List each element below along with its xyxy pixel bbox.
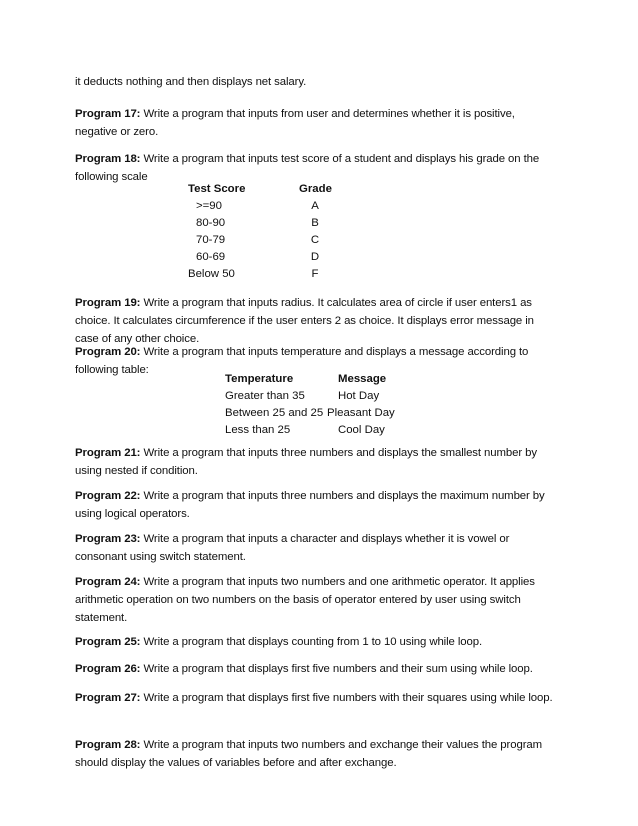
temp-range: Between 25 and 25 <box>225 407 324 419</box>
grade-header-score: Test Score <box>188 183 246 195</box>
program-label: Program 23: <box>75 533 141 545</box>
temp-header-message: Message <box>338 373 387 385</box>
program-label: Program 18: <box>75 153 141 165</box>
program-text: Write a program that inputs from user and determines whether it is positive, negative or zero. <box>75 108 515 138</box>
program-21 <box>75 444 555 480</box>
grade-score: 60-69 <box>196 251 226 263</box>
grade-letter: D <box>310 251 320 263</box>
program-label: Program 27: <box>75 692 141 704</box>
program-26 <box>75 660 555 678</box>
program-28 <box>75 736 555 772</box>
grade-score: 70-79 <box>196 234 226 246</box>
program-text: Write a program that displays first five numbers with their squares using while loop. <box>143 692 553 704</box>
grade-letter: B <box>311 217 319 229</box>
program-22 <box>75 487 555 523</box>
intro-line: it deducts nothing and then displays net salary. <box>75 76 307 88</box>
temp-message: Cool Day <box>338 424 385 436</box>
temp-message: Pleasant Day <box>327 407 395 419</box>
program-23 <box>75 530 555 566</box>
program-text: Write a program that inputs three numbers and displays the maximum number by using logical operators. <box>75 490 545 520</box>
program-label: Program 21: <box>75 447 141 459</box>
program-label: Program 19: <box>75 297 141 309</box>
grade-letter: A <box>311 200 319 212</box>
grade-score: >=90 <box>196 200 222 212</box>
program-24 <box>75 573 555 627</box>
program-text: Write a program that inputs radius. It calculates area of circle if user enters1 as choice. It calculates circumference if the user enters 2 as choice. It displays error message in case of any other choice. <box>75 297 534 345</box>
program-text: Write a program that inputs temperature and displays a message according to following table: <box>75 346 529 376</box>
program-label: Program 20: <box>75 346 141 358</box>
temp-range: Greater than 35 <box>225 390 305 402</box>
program-text: Write a program that displays first five numbers and their sum using while loop. <box>143 663 533 675</box>
program-27 <box>75 689 555 707</box>
program-20 <box>75 343 555 379</box>
program-25 <box>75 633 555 651</box>
program-label: Program 28: <box>75 739 141 751</box>
temp-header-temperature: Temperature <box>225 373 294 385</box>
grade-score: 80-90 <box>196 217 226 229</box>
grade-letter: F <box>311 268 319 280</box>
program-text: Write a program that inputs a character and displays whether it is vowel or consonant using switch statement. <box>75 533 510 563</box>
program-label: Program 24: <box>75 576 141 588</box>
program-label: Program 26: <box>75 663 141 675</box>
program-text: Write a program that inputs two numbers and one arithmetic operator. It applies arithmetic operation on two numbers on the basis of operator entered by user using switch statement. <box>75 576 535 624</box>
temp-range: Less than 25 <box>225 424 291 436</box>
temp-message: Hot Day <box>338 390 380 402</box>
program-19 <box>75 294 555 348</box>
grade-score: Below 50 <box>188 268 235 280</box>
program-label: Program 25: <box>75 636 141 648</box>
program-text: Write a program that displays counting from 1 to 10 using while loop. <box>143 636 483 648</box>
program-label: Program 22: <box>75 490 141 502</box>
grade-letter: C <box>310 234 320 246</box>
program-text: Write a program that inputs two numbers and exchange their values the program should display the values of variables before and after exchange. <box>75 739 543 769</box>
program-label: Program 17: <box>75 108 141 120</box>
grade-header-grade: Grade <box>299 183 332 195</box>
program-text: Write a program that inputs test score of a student and displays his grade on the following scale <box>75 153 540 183</box>
program-text: Write a program that inputs three numbers and displays the smallest number by using nested if condition. <box>75 447 537 477</box>
program-17 <box>75 105 555 141</box>
